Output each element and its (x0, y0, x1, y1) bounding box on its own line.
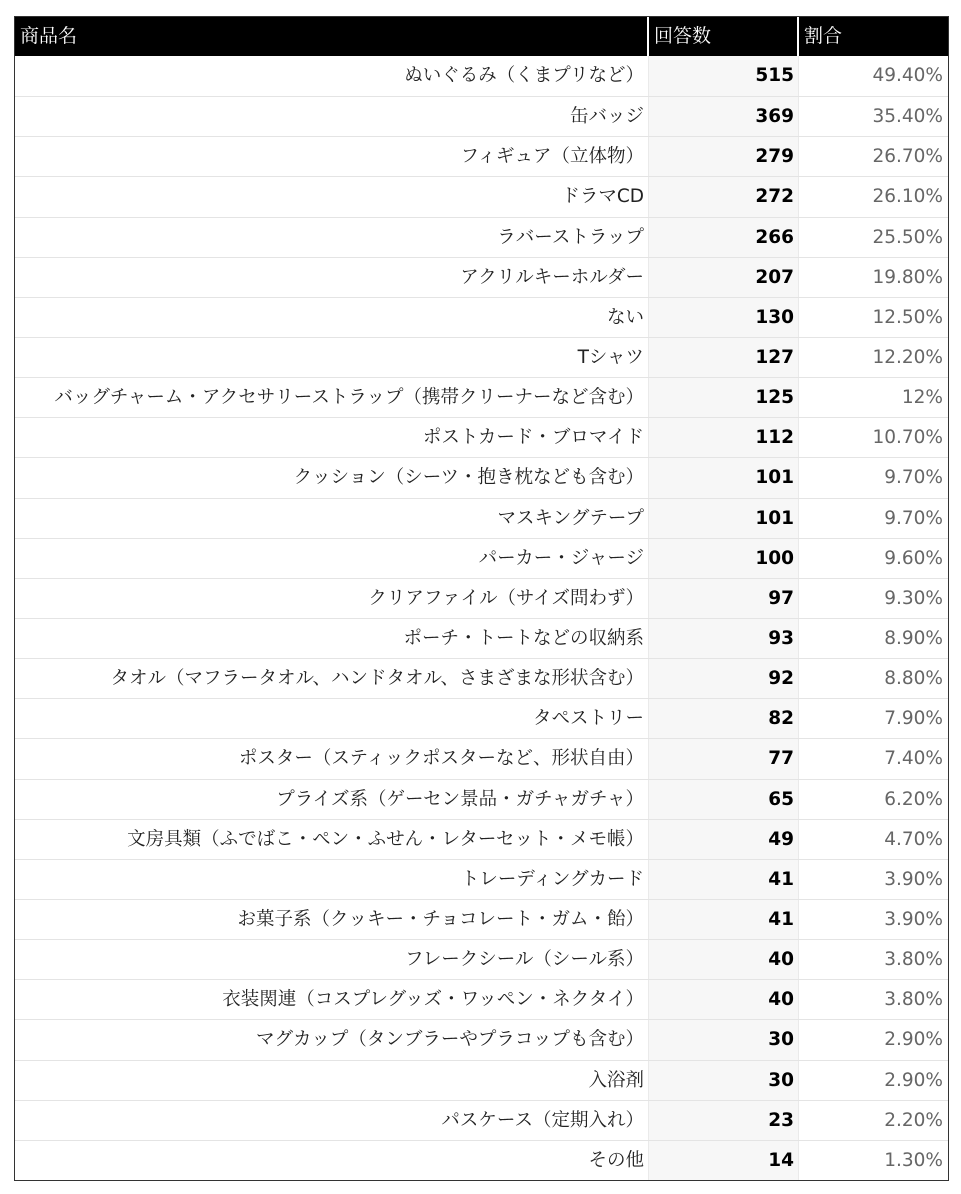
table-row (15, 819, 948, 859)
table-row (15, 377, 948, 417)
table-row (15, 56, 948, 96)
answer-count-cell: 272 (649, 177, 799, 216)
ratio-cell: 7.90% (884, 708, 943, 730)
table-row (15, 1060, 948, 1100)
table-row (15, 297, 948, 337)
product-name-cell: ポストカード・ブロマイド (15, 418, 649, 457)
product-name-cell: 文房具類（ふでばこ・ペン・ふせん・レターセット・メモ帳） (15, 820, 649, 859)
answer-count-cell: 101 (649, 458, 799, 497)
ratio-cell: 3.90% (884, 908, 943, 930)
product-name-cell: マスキングテープ (15, 499, 649, 538)
table-row (15, 658, 948, 698)
ratio-cell: 3.90% (884, 868, 943, 890)
answer-count-cell: 207 (649, 258, 799, 297)
ratio-cell: 9.30% (884, 587, 943, 609)
answer-count-cell: 30 (649, 1020, 799, 1059)
ratio-cell: 3.80% (884, 989, 943, 1011)
table-row (15, 538, 948, 578)
answer-count-cell: 14 (649, 1141, 799, 1180)
table-row (15, 417, 948, 457)
table-row (15, 979, 948, 1019)
table-row (15, 779, 948, 819)
product-name-cell: マグカップ（タンブラーやプラコップも含む） (15, 1020, 649, 1059)
table-row (15, 136, 948, 176)
ratio-cell: 12.20% (872, 346, 943, 368)
product-name-cell: トレーディングカード (15, 860, 649, 899)
ratio-cell: 9.60% (884, 547, 943, 569)
answer-count-cell: 125 (649, 378, 799, 417)
ratio-cell: 2.20% (884, 1109, 943, 1131)
product-name-cell: フレークシール（シール系） (15, 940, 649, 979)
answer-count-cell: 93 (649, 619, 799, 658)
ratio-cell: 12% (901, 387, 943, 409)
answer-count-cell: 82 (649, 699, 799, 738)
header-answer-count: 回答数 (649, 17, 799, 56)
product-name-cell: Tシャツ (15, 338, 649, 377)
answer-count-cell: 130 (649, 298, 799, 337)
product-name-cell: ポスター（スティックポスターなど、形状自由） (15, 739, 649, 778)
table-row (15, 578, 948, 618)
table-row (15, 738, 948, 778)
ratio-cell: 25.50% (872, 226, 943, 248)
answer-count-cell: 515 (649, 56, 799, 96)
product-name-cell: クリアファイル（サイズ問わず） (15, 579, 649, 618)
ratio-cell: 19.80% (872, 266, 943, 288)
ratio-cell: 2.90% (884, 1029, 943, 1051)
answer-count-cell: 100 (649, 539, 799, 578)
table-row (15, 859, 948, 899)
answer-count-cell: 101 (649, 499, 799, 538)
answer-count-cell: 65 (649, 780, 799, 819)
ratio-cell: 8.90% (884, 627, 943, 649)
table-row (15, 698, 948, 738)
product-name-cell: お菓子系（クッキー・チョコレート・ガム・飴） (15, 900, 649, 939)
table-row (15, 899, 948, 939)
ratio-cell: 12.50% (872, 306, 943, 328)
product-name-cell: パーカー・ジャージ (15, 539, 649, 578)
product-name-cell: フィギュア（立体物） (15, 137, 649, 176)
ratio-cell: 26.70% (872, 146, 943, 168)
ratio-cell: 26.10% (872, 186, 943, 208)
product-name-cell: アクリルキーホルダー (15, 258, 649, 297)
ratio-cell: 8.80% (884, 668, 943, 690)
table-row (15, 1019, 948, 1059)
answer-count-cell: 49 (649, 820, 799, 859)
answer-count-cell: 112 (649, 418, 799, 457)
product-name-cell: クッション（シーツ・抱き枕なども含む） (15, 458, 649, 497)
table-header (15, 17, 948, 56)
table-row (15, 939, 948, 979)
answer-count-cell: 279 (649, 137, 799, 176)
product-name-cell: ラバーストラップ (15, 218, 649, 257)
ratio-cell: 10.70% (872, 427, 943, 449)
table-row (15, 176, 948, 216)
answer-count-cell: 127 (649, 338, 799, 377)
answer-count-cell: 92 (649, 659, 799, 698)
answer-count-cell: 41 (649, 860, 799, 899)
ratio-cell: 1.30% (884, 1149, 943, 1171)
product-name-cell: 入浴剤 (15, 1061, 649, 1100)
ratio-cell: 6.20% (884, 788, 943, 810)
product-name-cell: プライズ系（ゲーセン景品・ガチャガチャ） (15, 780, 649, 819)
ratio-cell: 49.40% (872, 65, 943, 86)
answer-count-cell: 23 (649, 1101, 799, 1140)
answer-count-cell: 266 (649, 218, 799, 257)
header-product-name: 商品名 (15, 17, 649, 56)
ratio-cell: 4.70% (884, 828, 943, 850)
ratio-cell: 9.70% (884, 467, 943, 489)
answer-count-cell: 97 (649, 579, 799, 618)
table-body (15, 56, 948, 1180)
table-row (15, 337, 948, 377)
table-row (15, 217, 948, 257)
product-name-cell: 衣装関連（コスプレグッズ・ワッペン・ネクタイ） (15, 980, 649, 1019)
product-name-cell: ポーチ・トートなどの収納系 (15, 619, 649, 658)
table-row (15, 96, 948, 136)
answer-count-cell: 41 (649, 900, 799, 939)
product-name-cell: バッグチャーム・アクセサリーストラップ（携帯クリーナーなど含む） (15, 378, 649, 417)
product-name-cell: ぬいぐるみ（くまプリなど） (15, 56, 649, 96)
ratio-cell: 3.80% (884, 949, 943, 971)
answer-count-cell: 40 (649, 940, 799, 979)
product-name-cell: その他 (15, 1141, 649, 1180)
ratio-cell: 7.40% (884, 748, 943, 770)
table-row (15, 498, 948, 538)
table-row (15, 457, 948, 497)
table-row (15, 1140, 948, 1180)
table-row (15, 257, 948, 297)
answer-count-cell: 77 (649, 739, 799, 778)
product-name-cell: パスケース（定期入れ） (15, 1101, 649, 1140)
ratio-cell: 35.40% (872, 106, 943, 128)
answer-count-cell: 369 (649, 97, 799, 136)
product-name-cell: タペストリー (15, 699, 649, 738)
product-name-cell: タオル（マフラータオル、ハンドタオル、さまざまな形状含む） (15, 659, 649, 698)
header-ratio: 割合 (804, 25, 843, 47)
answer-count-cell: 40 (649, 980, 799, 1019)
product-name-cell: ドラマCD (15, 177, 649, 216)
ratio-cell: 2.90% (884, 1069, 943, 1091)
table-row (15, 1100, 948, 1140)
product-name-cell: ない (15, 298, 649, 337)
ratio-cell: 9.70% (884, 507, 943, 529)
answer-count-cell: 30 (649, 1061, 799, 1100)
goods-table (14, 16, 949, 1181)
table-row (15, 618, 948, 658)
product-name-cell: 缶バッジ (15, 97, 649, 136)
